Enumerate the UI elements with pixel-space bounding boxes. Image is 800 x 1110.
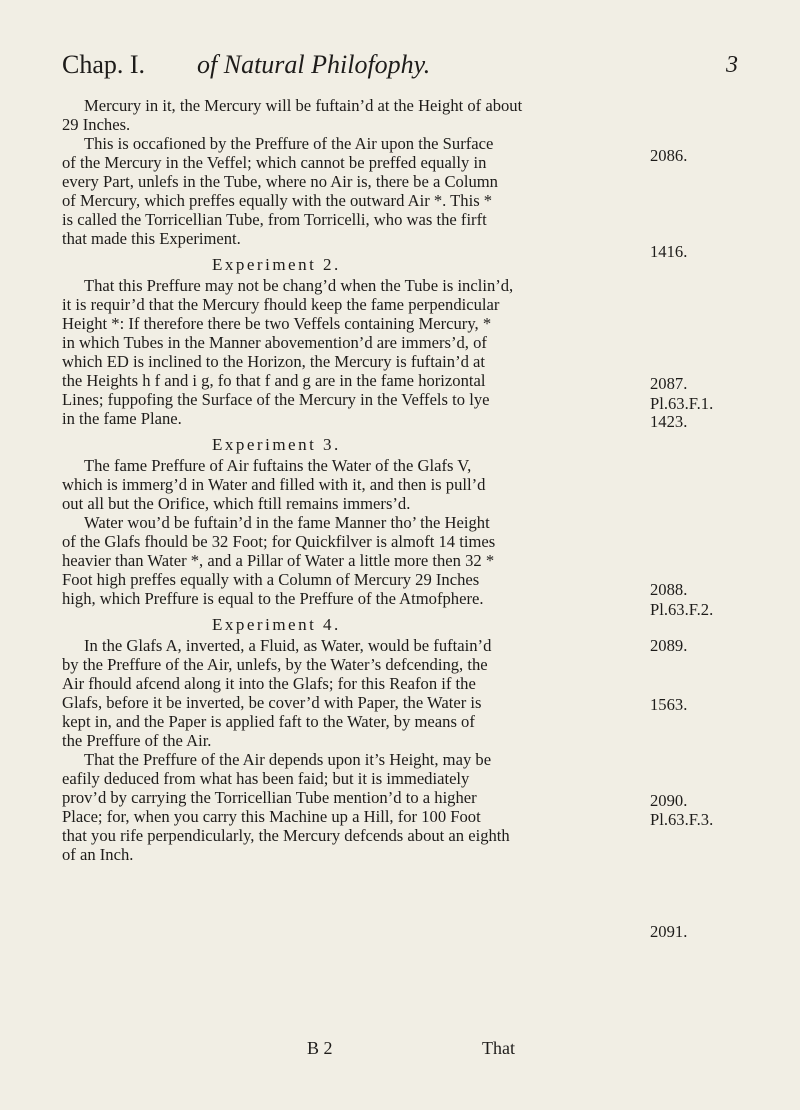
text-line: of an Inch. <box>62 845 134 864</box>
text-line: that made this Experiment. <box>62 229 241 248</box>
text-line: of Mercury, which preffes equally with the outward Air *. This * <box>62 191 493 210</box>
margin-note: Pl.63.F.3. <box>650 810 714 829</box>
text-line: The fame Preffure of Air fuftains the Water of the Glafs V, <box>84 456 472 475</box>
text-line: in which Tubes in the Manner abovemention’d are immers’d, of <box>62 333 487 352</box>
text-line: the Heights h f and i g, fo that f and g are in the fame horizontal <box>62 371 486 390</box>
text-line: Glafs, before it be inverted, be cover’d with Paper, the Water is <box>62 693 482 712</box>
chapter-label: Chap. I. <box>62 50 146 79</box>
experiment-heading: Experiment 2. <box>212 255 341 274</box>
text-line: Lines; fuppofing the Surface of the Mercury in the Veffels to lye <box>62 390 490 409</box>
text-line: This is occafioned by the Preffure of the Air upon the Surface <box>84 134 494 153</box>
text-line: kept in, and the Paper is applied faft to the Water, by means of <box>62 712 475 731</box>
margin-note: 1416. <box>650 242 688 261</box>
margin-note: 2091. <box>650 922 688 941</box>
experiment-heading: Experiment 4. <box>212 615 341 634</box>
running-header <box>62 50 738 92</box>
text-line: every Part, unlefs in the Tube, where no Air is, there be a Column <box>62 172 498 191</box>
catchword: That <box>482 1038 515 1058</box>
text-line: Foot high preffes equally with a Column of Mercury 29 Inches <box>62 570 480 589</box>
text-line: That this Preffure may not be chang’d when the Tube is inclin’d, <box>84 276 514 295</box>
text-line: Place; for, when you carry this Machine up a Hill, for 100 Foot <box>62 807 481 826</box>
text-line: Height *: If therefore there be two Veffels containing Mercury, * <box>62 314 492 333</box>
text-line: in the fame Plane. <box>62 409 182 428</box>
text-line: high, which Preffure is equal to the Preffure of the Atmofphere. <box>62 589 484 608</box>
text-line: of the Mercury in the Veffel; which cannot be preffed equally in <box>62 153 487 172</box>
text-line: heavier than Water *, and a Pillar of Water a little more then 32 * <box>62 551 495 570</box>
text-line: Water wou’d be fuftain’d in the fame Manner tho’ the Height <box>84 513 490 532</box>
text-line: is called the Torricellian Tube, from Torricelli, who was the firft <box>62 210 487 229</box>
margin-note: 2086. <box>650 146 688 165</box>
text-line: eafily deduced from what has been faid; but it is immediately <box>62 769 470 788</box>
text-line: 29 Inches. <box>62 115 131 134</box>
text-line: prov’d by carrying the Torricellian Tube mention’d to a higher <box>62 788 477 807</box>
margin-note: Pl.63.F.1. <box>650 394 714 413</box>
margin-note: 2088. <box>650 580 688 599</box>
text-line: the Preffure of the Air. <box>62 731 212 750</box>
running-title: of Natural Philofophy. <box>197 50 431 79</box>
text-line: Air fhould afcend along it into the Glafs; for this Reafon if the <box>62 674 476 693</box>
text-line: Mercury in it, the Mercury will be fuftain’d at the Height of about <box>84 96 523 115</box>
page-number: 3 <box>726 52 738 78</box>
text-line: by the Preffure of the Air, unlefs, by the Water’s defcending, the <box>62 655 488 674</box>
text-line: In the Glafs A, inverted, a Fluid, as Water, would be fuftain’d <box>84 636 492 655</box>
text-line: of the Glafs fhould be 32 Foot; for Quickfilver is almoft 14 times <box>62 532 496 551</box>
text-line: which is immerg’d in Water and filled with it, and then is pull’d <box>62 475 486 494</box>
margin-note: 1423. <box>650 412 688 431</box>
signature-mark: B 2 <box>307 1038 333 1058</box>
text-line: it is requir’d that the Mercury fhould keep the fame perpendicular <box>62 295 500 314</box>
text-line: which ED is inclined to the Horizon, the Mercury is fuftain’d at <box>62 352 486 371</box>
margin-note: 1563. <box>650 695 688 714</box>
text-line: out all but the Orifice, which ftill remains immers’d. <box>62 494 411 513</box>
main-text <box>62 96 642 864</box>
margin-note: 2089. <box>650 636 688 655</box>
margin-note: 2087. <box>650 374 688 393</box>
margin-note: Pl.63.F.2. <box>650 600 714 619</box>
margin-note: 2090. <box>650 791 688 810</box>
experiment-heading: Experiment 3. <box>212 435 341 454</box>
text-line: That the Preffure of the Air depends upon it’s Height, may be <box>84 750 492 769</box>
text-line: that you rife perpendicularly, the Mercury defcends about an eighth <box>62 826 510 845</box>
